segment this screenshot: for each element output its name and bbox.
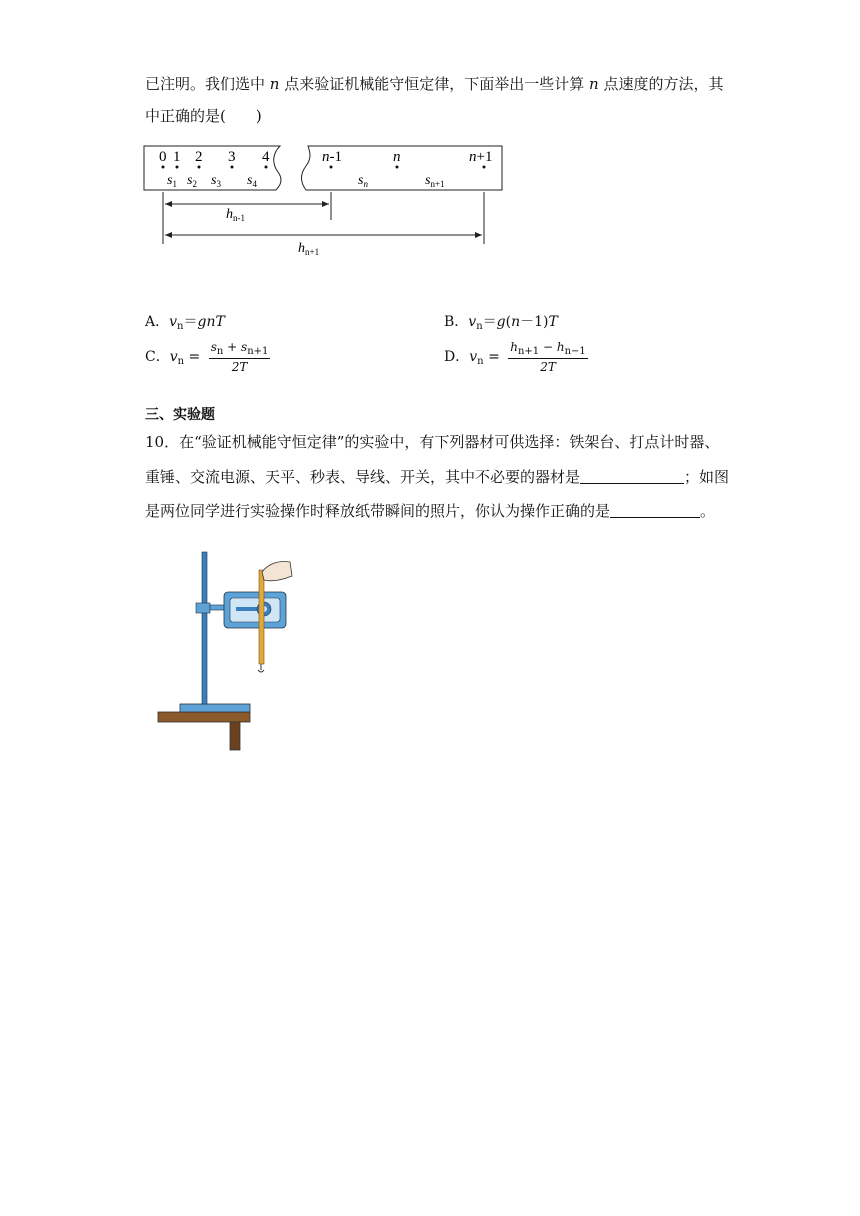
svg-text:2: 2 — [195, 149, 203, 165]
q10-text-line3: 是两位同学进行实验操作时释放纸带瞬间的照片，你认为操作正确的是 。 — [145, 502, 716, 520]
paper-tape-figure — [140, 138, 520, 260]
section-heading: 三、实验题 — [145, 407, 215, 423]
apparatus-a — [158, 552, 292, 750]
answer-blank-2[interactable] — [610, 503, 700, 518]
tape-right-spans — [358, 173, 445, 189]
option-c-fraction: $\frac{s_n + s_{n+1}}{2T}$ — [210, 340, 269, 374]
option-c[interactable]: C．$v_n$ = $\frac{s_n + s_{n+1}}{2T}$ — [145, 340, 269, 374]
svg-text:n-1: n-1 — [322, 149, 342, 165]
svg-text:3: 3 — [228, 149, 236, 165]
svg-text:0: 0 — [159, 149, 167, 165]
apparatus-figure — [150, 532, 450, 778]
option-d-fraction: $\frac{h_{n+1} - h_{n-1}}{2T}$ — [510, 340, 586, 374]
svg-text:n: n — [393, 149, 401, 165]
tape-left-points — [159, 149, 270, 165]
option-a[interactable]: A．$v_n=gnT$ — [145, 314, 225, 332]
svg-text:s1: $s_1$ — [167, 173, 177, 189]
q10-text-line2: 重锤、交流电源、天平、秒表、导线、开关，其中不必要的器材是 ；如图 — [145, 468, 730, 486]
tape-right-points — [322, 149, 492, 165]
answer-blank-1[interactable] — [580, 469, 684, 484]
q10-text-line1: 10．在“验证机械能守恒定律”的实验中，有下列器材可供选择：铁架台、打点计时器、 — [145, 433, 720, 451]
option-b[interactable]: B．$v_n=g(n-1)T$ — [444, 314, 558, 332]
svg-text:s2: $s_2$ — [187, 173, 197, 189]
svg-text:sn+1: $s_{n+1}$ — [425, 173, 445, 189]
q9-text-line2: 中正确的是( ) — [145, 107, 262, 125]
svg-text:4: 4 — [262, 149, 270, 165]
svg-text:s3: $s_3$ — [211, 173, 221, 189]
svg-text:1: 1 — [173, 149, 181, 165]
h-n-plus-1-label: $h_{n+1}$ — [298, 241, 320, 257]
q9-text-line1: 已注明。我们选中 n 点来验证机械能守恒定律，下面举出一些计算 n 点速度的方法，其 — [145, 75, 724, 93]
h-n-minus-1-label: $h_{n-1}$ — [226, 207, 245, 223]
svg-text:sn: $s_n$ — [358, 173, 368, 189]
svg-text:n+1: n+1 — [469, 149, 493, 165]
option-d[interactable]: D．$v_n$ = $\frac{h_{n+1} - h_{n-1}}{2T}$ — [444, 340, 586, 374]
tape-left-spans — [167, 173, 257, 189]
svg-text:s4: $s_4$ — [247, 173, 257, 189]
